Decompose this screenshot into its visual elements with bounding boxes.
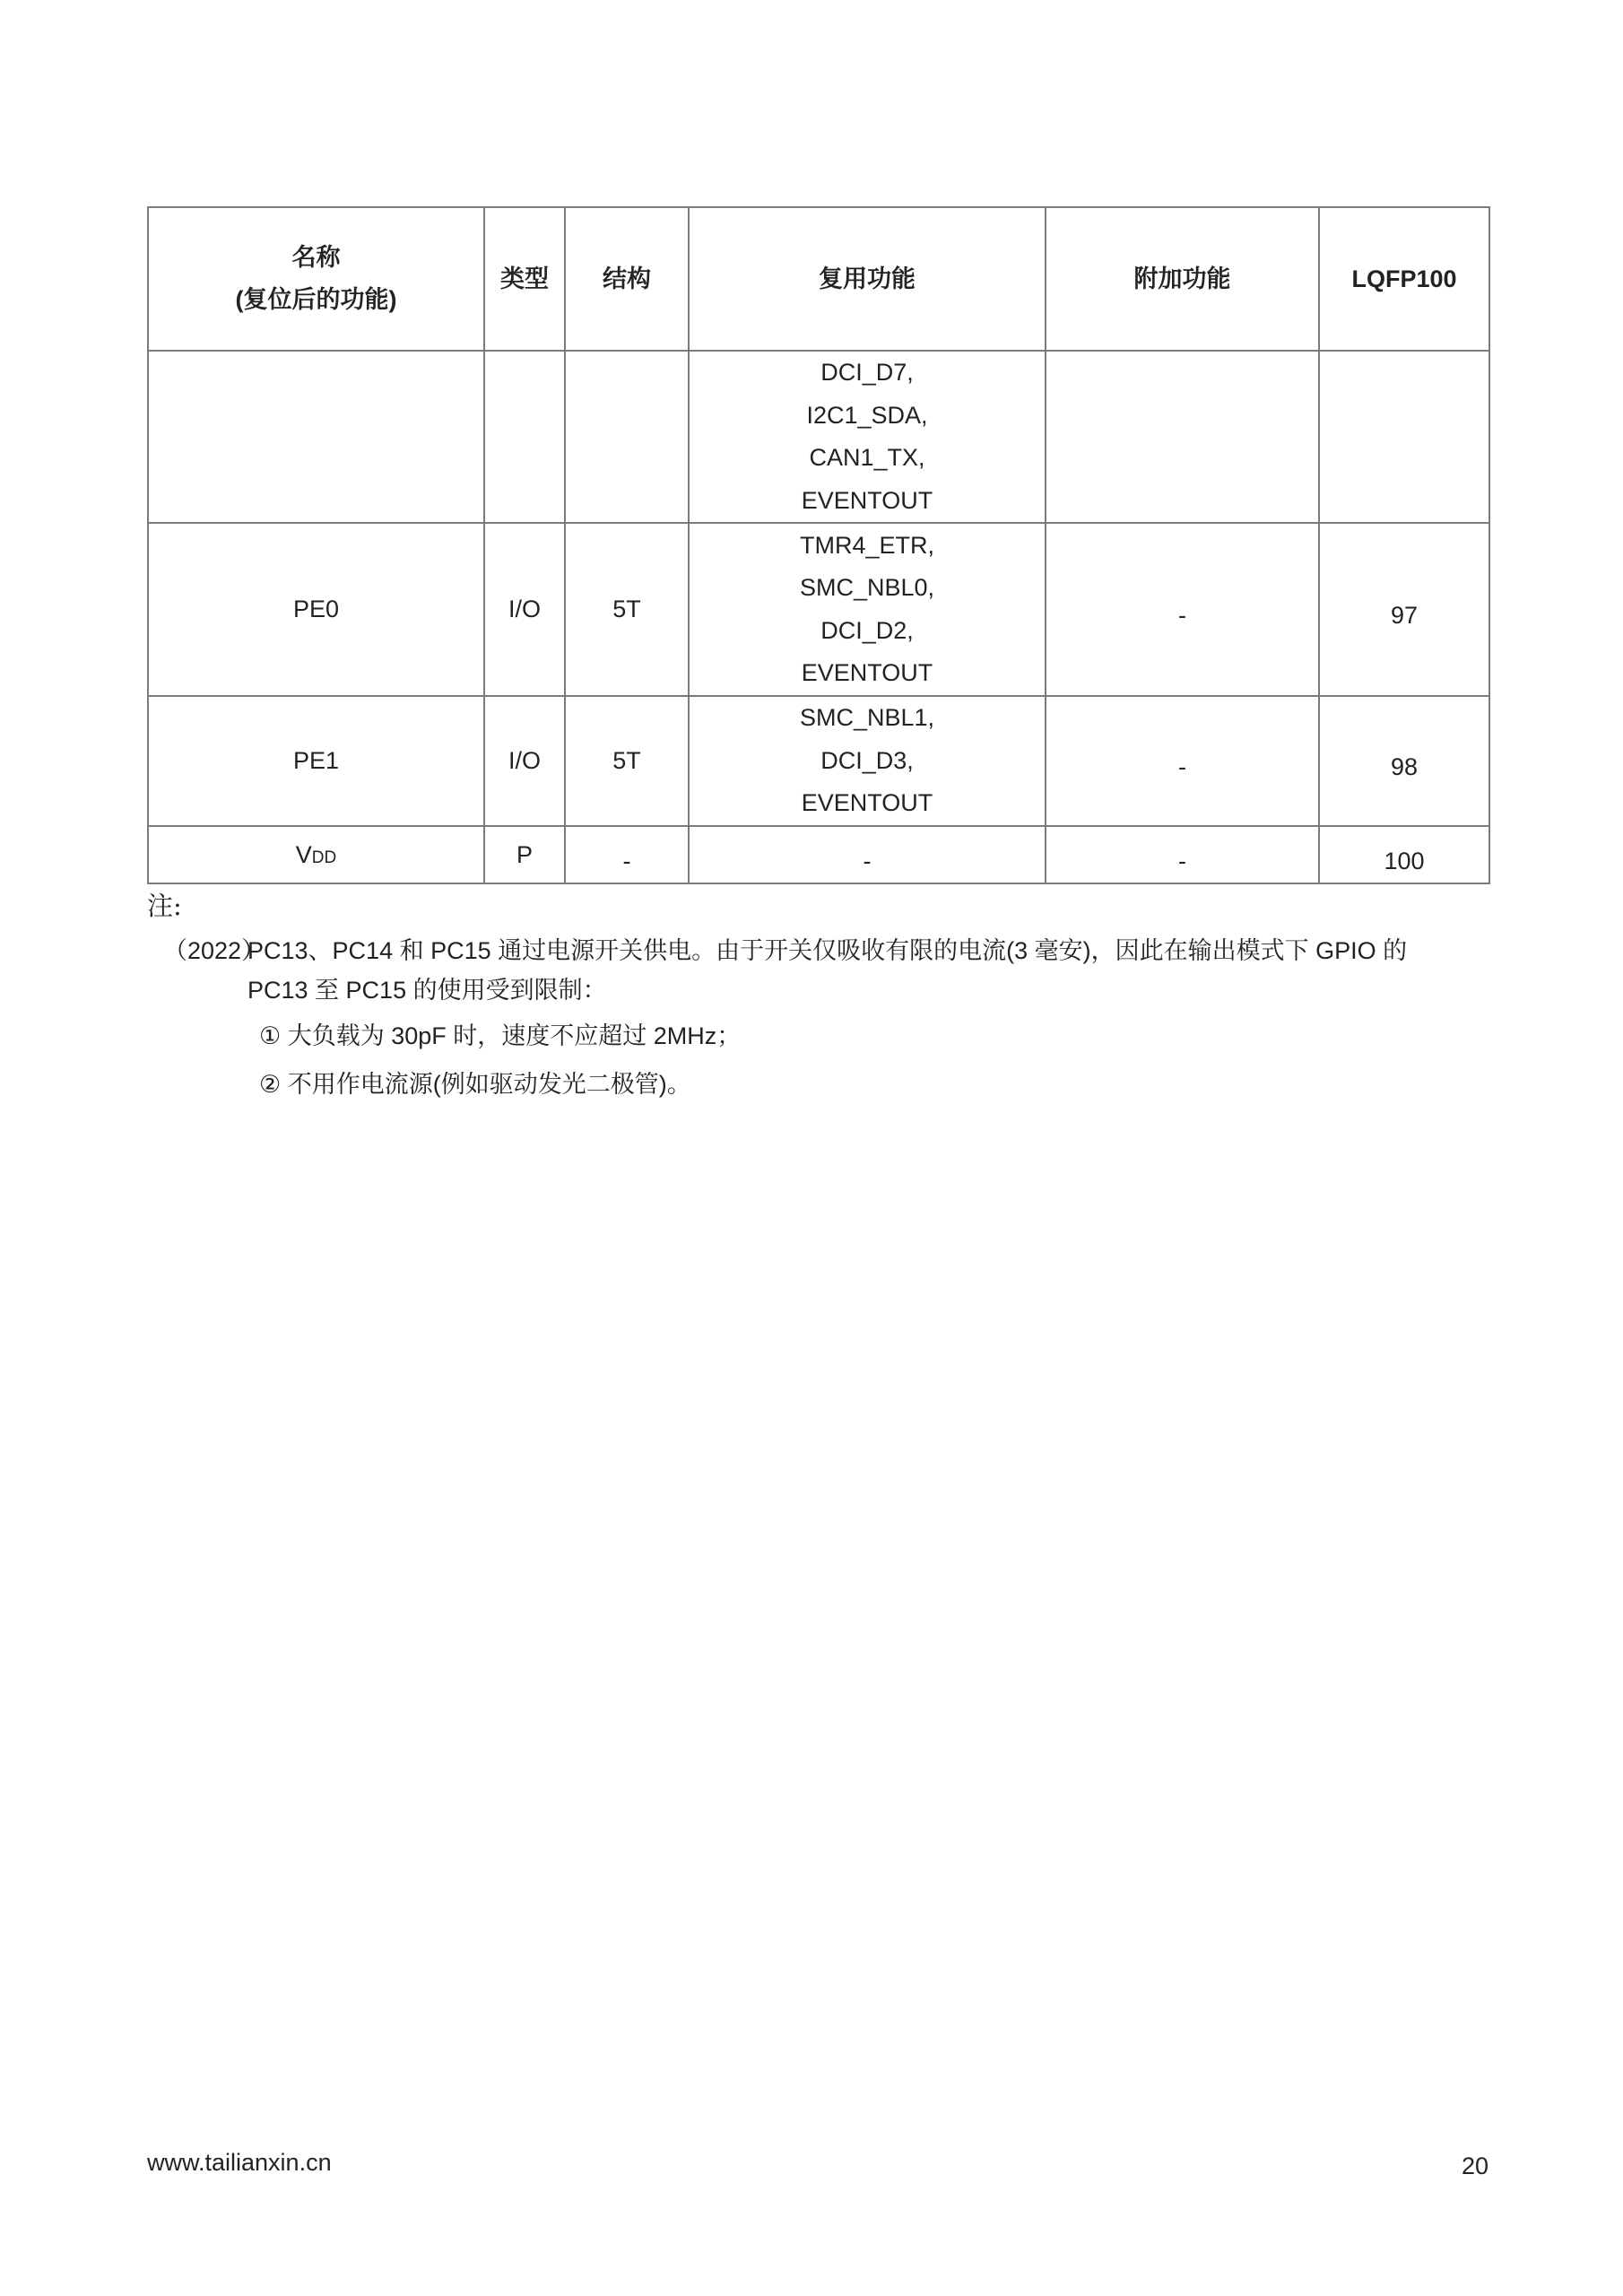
- notes-section: [147, 886, 1492, 1107]
- cell-structure: [565, 351, 689, 523]
- note-item: [147, 931, 1492, 1010]
- cell-alt-functions: [689, 351, 1046, 523]
- cell-structure: -: [565, 826, 689, 883]
- alt-function: EVENTOUT: [801, 486, 933, 514]
- cell-additional: -: [1046, 826, 1319, 883]
- alt-function: DCI_D2,: [820, 616, 914, 644]
- cell-alt-functions: -: [689, 826, 1046, 883]
- alt-function: TMR4_ETR,: [799, 531, 935, 559]
- header-name-line2: (复位后的功能): [235, 286, 397, 313]
- header-type: 类型: [484, 207, 565, 351]
- cell-name-main: V: [295, 840, 312, 868]
- page-number: 20: [1461, 2152, 1488, 2179]
- cell-pin: [1319, 351, 1489, 523]
- cell-structure: 5T: [565, 696, 689, 826]
- table-row: [148, 826, 1489, 883]
- header-structure: 结构: [565, 207, 689, 351]
- alt-function: EVENTOUT: [801, 789, 933, 817]
- table-row: [148, 523, 1489, 696]
- cell-additional: -: [1046, 523, 1319, 696]
- footer-url: www.tailianxin.cn: [147, 2149, 332, 2176]
- table-row: [148, 351, 1489, 523]
- note-text-line2: PC13 至 PC15 的使用受到限制：: [247, 977, 607, 1004]
- cell-name: PE1: [148, 696, 484, 826]
- cell-type: I/O: [484, 523, 565, 696]
- cell-type: P: [484, 826, 565, 883]
- header-name: [148, 207, 484, 351]
- notes-title: 注:: [147, 891, 182, 921]
- note-text-line1: PC13、PC14 和 PC15 通过电源开关供电。由于开关仅吸收有限的电流(3 毫安)，因此在输出模式下 GPIO 的: [247, 937, 1408, 964]
- alt-function: DCI_D3,: [820, 746, 914, 774]
- cell-name: [148, 351, 484, 523]
- note-number: （2022）: [163, 937, 266, 964]
- alt-function: SMC_NBL1,: [799, 704, 935, 732]
- cell-additional: -: [1046, 696, 1319, 826]
- cell-alt-functions: [689, 523, 1046, 696]
- note-bullet: ① 大负载为 30pF 时，速度不应超过 2MHz；: [259, 1022, 742, 1049]
- cell-name: [148, 826, 484, 883]
- header-additional-functions: 附加功能: [1046, 207, 1319, 351]
- cell-type: [484, 351, 565, 523]
- alt-function: SMC_NBL0,: [799, 574, 935, 601]
- alt-function: I2C1_SDA,: [806, 401, 928, 429]
- cell-name-subscript: DD: [311, 848, 337, 867]
- table-header-row: [148, 207, 1489, 351]
- alt-function: DCI_D7,: [820, 359, 914, 386]
- pin-definition-table: [147, 206, 1490, 884]
- table-row: [148, 696, 1489, 826]
- header-alt-functions: 复用功能: [689, 207, 1046, 351]
- header-package: LQFP100: [1319, 207, 1489, 351]
- alt-function: CAN1_TX,: [809, 444, 925, 471]
- note-bullet: ② 不用作电流源(例如驱动发光二极管)。: [259, 1071, 691, 1098]
- cell-alt-functions: [689, 696, 1046, 826]
- cell-additional: [1046, 351, 1319, 523]
- alt-function: EVENTOUT: [801, 659, 933, 686]
- header-name-line1: 名称: [291, 243, 341, 271]
- cell-pin: 100: [1319, 826, 1489, 883]
- cell-type: I/O: [484, 696, 565, 826]
- cell-pin: 98: [1319, 696, 1489, 826]
- cell-pin: 97: [1319, 523, 1489, 696]
- cell-name: PE0: [148, 523, 484, 696]
- cell-structure: 5T: [565, 523, 689, 696]
